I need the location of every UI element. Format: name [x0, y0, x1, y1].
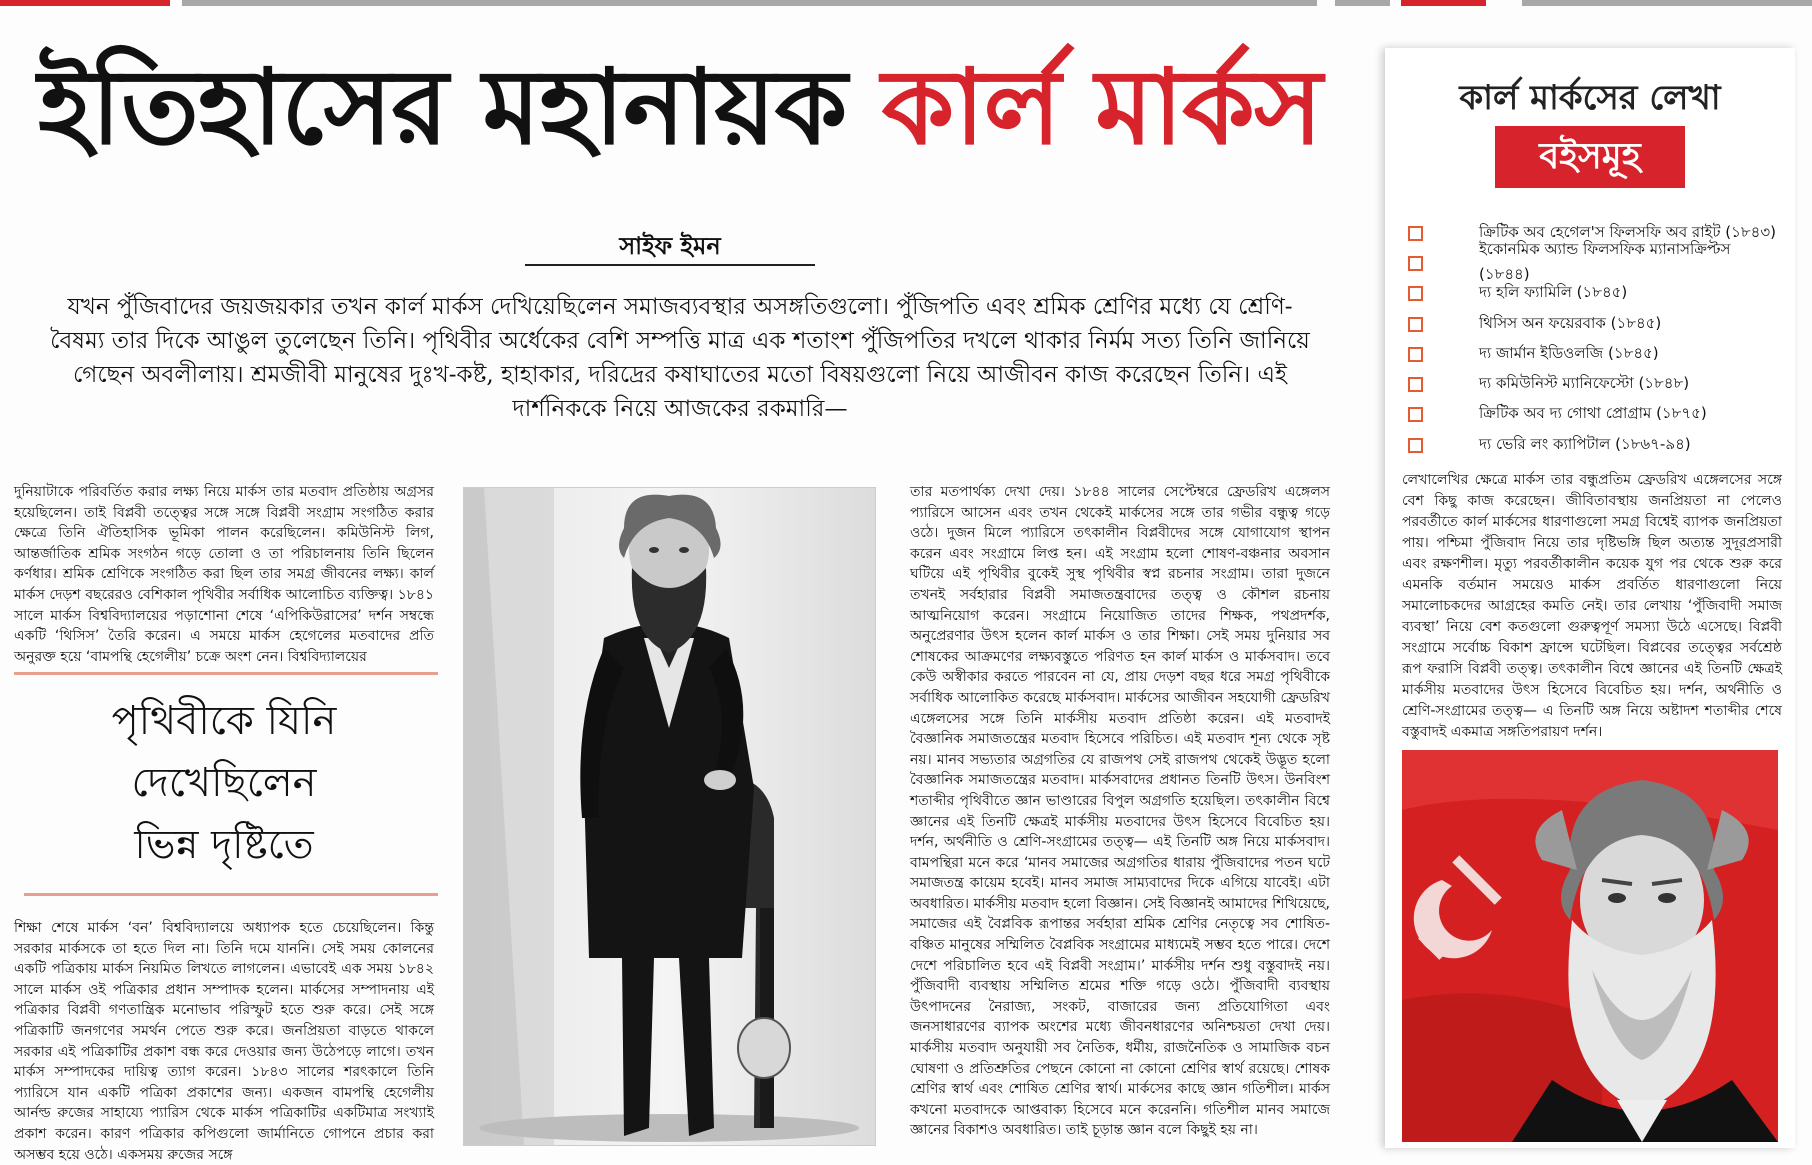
- checkbox-square-icon: [1408, 286, 1423, 301]
- checkbox-square-icon: [1408, 256, 1423, 271]
- book-title: দ্য কমিউনিস্ট ম্যানিফেস্টো (১৮৪৮): [1479, 374, 1690, 393]
- book-item: [1402, 309, 1782, 339]
- checkbox-square-icon: [1408, 407, 1423, 422]
- sidebar-title: কার্ল মার্কসের লেখা: [1459, 78, 1721, 118]
- portrait-illustration: [464, 488, 875, 1145]
- book-title: দ্য জার্মান ইডিওলজি (১৮৪৫): [1479, 343, 1659, 362]
- book-item: [1402, 369, 1782, 399]
- sidebar-body: [1402, 470, 1782, 740]
- column-left-bottom: [14, 918, 434, 1163]
- column-center-right-text: তার মতপার্থক্য দেখা দেয়। ১৮৪৪ সালের সেপ্টেম্বরে ফ্রেডরিখ এঙ্গেলস প্যারিসে আসেন এবং তখন থেকেই মার্কসের সঙ্গে তার গভীর বন্ধুত্ব গড়ে ওঠে। দুজন মিলে প্যারিসে তৎকালীন বিপ্লবীদের সঙ্গে যোগাযোগ স্থাপন করেন এবং সংগ্রামে লিপ্ত হন। এই সংগ্রাম হলো শোষণ-বঞ্চনার অবসান ঘটিয়ে এই পৃথিবীর বুকেই সুস্থ পৃথিবীর স্বপ্ন রচনার সংগ্রাম। তারা দুজনে তখনই সর্বহারার বিপ্লবী সমাজতন্ত্রবাদের তত্ত্ব ও কৌশল রচনায় আত্মনিয়োগ করেন। সংগ্রামে নিয়োজিত তাদের শিক্ষক, পথপ্রদর্শক, অনুপ্রেরণার উৎস হলেন কার্ল মার্কস ও তার শিক্ষা। সেই সময় দুনিয়ার সব শোষকের আক্রমণের লক্ষ্যবস্তুতে পরিণত হন কার্ল মার্কস ও মার্কসবাদ। তবে কেউ অস্বীকার করতে পারবেন না যে, প্রায় দেড়শ বছর ধরে সমগ্র পৃথিবীকে সর্বাধিক আলোকিত করেছে মার্কসবাদ। মার্কসের আজীবন সহযোগী ফ্রেডরিখ এঙ্গেলসের সঙ্গে তিনি মার্কসীয় মতবাদ প্রতিষ্ঠা করেন। এই মতবাদই বৈজ্ঞানিক সমাজতন্ত্রের মতবাদ হিসেবে পরিচিত। এই মতবাদ শূন্য থেকে সৃষ্ট নয়। মানব সভ্যতার অগ্রগতির যে রাজপথ সেই রাজপথ থেকেই উদ্ভূত হলো বৈজ্ঞানিক সমাজতন্ত্রের মতবাদ। মার্কসবাদের প্রধানত তিনটি উৎস। উনবিংশ শতাব্দীর পৃথিবীতে জ্ঞান ভাণ্ডারের বিপুল অগ্রগতি হয়েছিল। তৎকালীন বিশ্বে জ্ঞানের এই তিনটি ক্ষেত্রই মার্কসীয় মতবাদের উৎস হিসেবে বিবেচিত হয়। দর্শন, অর্থনীতি ও শ্রেণি-সংগ্রামের তত্ত্ব— এই তিনটি অঙ্গ নিয়ে মার্কসবাদ। বামপন্থিরা মনে করে ‘মানব সমাজের অগ্রগতির ধারায় পুঁজিবাদের পতন ঘটে সমাজতন্ত্র কায়েম হবেই। মানব সমাজ সাম্যবাদের দিকে এগিয়ে যাবেই। এটা অবধারিত। মার্কসীয় মতবাদ হলো বিজ্ঞান। সেই বিজ্ঞানই আমাদের শিখিয়েছে, সমাজের এই বৈপ্লবিক রূপান্তর সর্বহারা শ্রমিক শ্রেণির নেতৃত্বে সব শোষিত-বঞ্চিত মানুষের সম্মিলিত বৈপ্লবিক সংগ্রামের মাধ্যমেই সম্ভব হতে পারে। দেশে দেশে পরিচালিত হবে এই বিপ্লবী সংগ্রাম।’ মার্কসীয় দর্শন শুধু বস্তুবাদই নয়। পুঁজিবাদী ব্যবস্থায় সম্মিলিত শ্রমের শক্তি গড়ে ওঠে। পুঁজিবাদী ব্যবস্থায় উৎপাদনের নৈরাজ্য, সংকট, বাজারের জন্য প্রতিযোগিতা এবং জনসাধারণের ব্যাপক অংশের মধ্যে জীবনধারণের অনিশ্চয়তা দেখা দেয়। মার্কসীয় মতবাদ অনুযায়ী সব নৈতিক, ধর্মীয়, রাজনৈতিক ও সামাজিক বচন ঘোষণা ও প্রতিশ্রুতির পেছনে কোনো না কোনো শ্রেণির স্বার্থ রয়েছে। শোষক শ্রেণির স্বার্থ এবং শোষিত শ্রেণির স্বার্থ। মার্কসের কাছে জ্ঞান গতিশীল। মার্কস কখনো মতবাদকে আপ্তবাক্য হিসেবে মনে করেননি। গতিশীল মানব সমাজে জ্ঞানের বিকাশও অবধারিত। তাই চূড়ান্ত জ্ঞান বলে কিছুই হয় না।: [910, 484, 1330, 1139]
- top-bar-red-right: [1401, 0, 1486, 6]
- subhead-rule-top: [14, 672, 438, 675]
- column-left-bottom-text: শিক্ষা শেষে মার্কস ‘বন’ বিশ্ববিদ্যালয়ে অধ্যাপক হতে চেয়েছিলেন। কিন্তু সরকার মার্কসকে তা হতে দিল না। তিনি দমে যাননি। সেই সময় কোলনের একটি পত্রিকায় মার্কস নিয়মিত লিখতে লাগলেন। এভাবেই এক সময় ১৮৪২ সালে মার্কস ওই পত্রিকার প্রধান সম্পাদক হলেন। মার্কসের সম্পাদনায় এই পত্রিকার বিপ্লবী গণতান্ত্রিক মনোভাব পরিস্ফুট হতে শুরু করে। সেই সঙ্গে পত্রিকাটি জনগণের সমর্থন পেতে শুরু করে। জনপ্রিয়তা বাড়তে থাকলে সরকার এই পত্রিকাটির প্রকাশ বন্ধ করে দেওয়ার জন্য উঠেপড়ে লাগে। তখন মার্কস সম্পাদকের দায়িত্ব ত্যাগ করেন। ১৮৪৩ সালের শরৎকালে তিনি প্যারিসে যান একটি পত্রিকা প্রকাশের জন্য। একজন বামপন্থি হেগেলীয় আর্নল্ড রুজের সাহায্যে প্যারিস থেকে মার্কস পত্রিকাটির একটিমাত্র সংখ্যাই প্রকাশ করেন। কারণ পত্রিকার কপিগুলো জার্মানিতে গোপনে প্রচার করা অসম্ভব হয়ে ওঠে। একসময় রুজের সঙ্গে: [14, 920, 434, 1163]
- top-bar-grey-left: [182, 0, 1317, 6]
- byline: সাইফ ইমন: [619, 232, 721, 260]
- headline-red: কার্ল মার্কস: [881, 46, 1322, 168]
- book-title: ক্রিটিক অব হেগেল'স ফিলসফি অব রাইট (১৮৪৩): [1479, 222, 1776, 241]
- top-bar-red-left: [0, 0, 170, 6]
- column-center-right: [910, 482, 1330, 1150]
- sub-headline-line-2: দেখেছিলেন: [131, 760, 317, 806]
- subhead-rule-bottom: [24, 893, 438, 896]
- byline-rule: [525, 264, 815, 266]
- checkbox-square-icon: [1408, 438, 1423, 453]
- column-left-top: [14, 482, 434, 665]
- checkbox-square-icon: [1408, 347, 1423, 362]
- top-bar-grey-mid: [1335, 0, 1390, 6]
- sidebar-body-text: লেখালেখির ক্ষেত্রে মার্কস তার বন্ধুপ্রতিম ফ্রেডরিখ এঙ্গেলসের সঙ্গে বেশ কিছু কাজ করেছেন। জীবিতাবস্থায় জনপ্রিয়তা না পেলেও পরবর্তীতে কার্ল মার্কসের ধারণাগুলো সমগ্র বিশ্বেই ব্যাপক জনপ্রিয়তা পায়। পশ্চিমা পুঁজিবাদ নিয়ে তার দৃষ্টিভঙ্গি ছিল অত্যন্ত সুদূরপ্রসারী এবং রক্ষণশীল। মৃত্যু পরবর্তীকালীন কয়েক যুগ পর থেকে শুরু করে এমনকি বর্তমান সময়েও মার্কস প্রবর্তিত ধারণাগুলো নিয়ে সমালোচকদের আগ্রহের কমতি নেই। তার লেখায় ‘পুঁজিবাদী সমাজ ব্যবস্থা’ নিয়ে বেশ কতগুলো গুরুত্বপূর্ণ সমস্যা উঠে এসেছে। বিপ্লবী সংগ্রামে সর্বোচ্চ বিকাশ ফ্রান্সে ঘটেছিল। বিপ্লবের তত্ত্বের সর্বশ্রেষ্ঠ রূপ ফরাসি বিপ্লবী তত্ত্ব। তৎকালীন বিশ্বে জ্ঞানের এই তিনটি ক্ষেত্রই মার্কসীয় মতবাদের উৎস হিসেবে বিবেচিত হয়। দর্শন, অর্থনীতি ও শ্রেণি-সংগ্রামের তত্ত্ব— এ তিনটি অঙ্গ নিয়ে অষ্টাদশ শতাব্দীর শেষে বস্তুবাদই একমাত্র সঙ্গতিপরায়ণ দর্শন।: [1402, 472, 1782, 740]
- headline-black: ইতিহাসের মহানায়ক: [38, 46, 847, 168]
- top-bar-grey-right: [1522, 0, 1812, 6]
- poster-illustration: [1402, 750, 1778, 1142]
- checkbox-square-icon: [1408, 226, 1423, 241]
- sub-headline: [14, 690, 434, 876]
- column-left-top-text: দুনিয়াটাকে পরিবর্তিত করার লক্ষ্য নিয়ে মার্কস তার মতবাদ প্রতিষ্ঠায় অগ্রসর হয়েছিলেন। তাই বিপ্লবী তত্ত্বের সঙ্গে সঙ্গে বিপ্লবী সংগ্রাম সংগঠিত করার ক্ষেত্রে তিনি ঐতিহাসিক ভূমিকা পালন করেছিলেন। কমিউনিস্ট লিগ, আন্তর্জাতিক শ্রমিক সংগঠন গড়ে তোলা ও তা পরিচালনায় তিনি ছিলেন কর্ণধার। শ্রমিক শ্রেণিকে সংগঠিত করা ছিল তার সমগ্র জীবনের লক্ষ্য। কার্ল মার্কস দেড়শ বছরেরও বেশিকাল পৃথিবীর সর্বাধিক আলোচিত ব্যক্তিত্ব। ১৮৪১ সালে মার্কস বিশ্ববিদ্যালয়ের পড়াশোনা শেষে ‘এপিকিউরাসের’ দর্শন সম্বন্ধে একটি ‘থিসিস’ তৈরি করেন। এ সময়ে মার্কস হেগেলের মতবাদের প্রতি অনুরক্ত হয়ে ‘বামপন্থি হেগেলীয়’ চক্রে অংশ নেন। বিশ্ববিদ্যালয়ের: [14, 484, 434, 665]
- headline: [38, 42, 1322, 172]
- checkbox-square-icon: [1408, 317, 1423, 332]
- book-title: দ্য হলি ফ্যামিলি (১৮৪৫): [1479, 283, 1628, 302]
- book-title: ক্রিটিক অব দ্য গোথা প্রোগ্রাম (১৮৭৫): [1479, 404, 1707, 423]
- checkbox-square-icon: [1408, 377, 1423, 392]
- marx-portrait-photo: [463, 487, 876, 1146]
- book-item: [1402, 240, 1782, 284]
- books-list: [1402, 218, 1782, 460]
- intro-paragraph: যখন পুঁজিবাদের জয়জয়কার তখন কার্ল মার্কস দেখিয়েছিলেন সমাজব্যবস্থার অসঙ্গতিগুলো। পুঁজিপতি এবং শ্রমিক শ্রেণির মধ্যে যে শ্রেণি-বৈষম্য তার দিকে আঙুল তুলেছেন তিনি। পৃথিবীর অর্ধেকের বেশি সম্পত্তি মাত্র এক শতাংশ পুঁজিপতির দখলে থাকার নির্মম সত্য তিনি জানিয়ে গেছেন অবলীলায়। শ্রমজীবী মানুষের দুঃখ-কষ্ট, হাহাকার, দরিদ্রের কষাঘাতের মতো বিষয়গুলো নিয়ে আজীবন কাজ করেছেন তিনি। এই দার্শনিককে নিয়ে আজকের রকমারি—: [50, 294, 1310, 422]
- book-item: [1402, 430, 1782, 460]
- sub-headline-line-3: ভিন্ন দৃষ্টিতে: [134, 822, 314, 868]
- marx-poster-image: [1402, 750, 1778, 1142]
- book-title: থিসিস অন ফয়েরবাক (১৮৪৫): [1479, 313, 1662, 332]
- sub-headline-line-1: পৃথিবীকে যিনি: [111, 698, 337, 744]
- book-title: দ্য ভেরি লং ক্যাপিটাল (১৮৬৭-৯৪): [1479, 434, 1691, 453]
- book-title: ইকোনমিক অ্যান্ড ফিলসফিক ম্যানাসক্রিপ্টস (১৮৪৪): [1479, 240, 1731, 284]
- book-item: [1402, 339, 1782, 369]
- sidebar-badge: বইসমূহ: [1495, 126, 1685, 188]
- book-item: [1402, 400, 1782, 430]
